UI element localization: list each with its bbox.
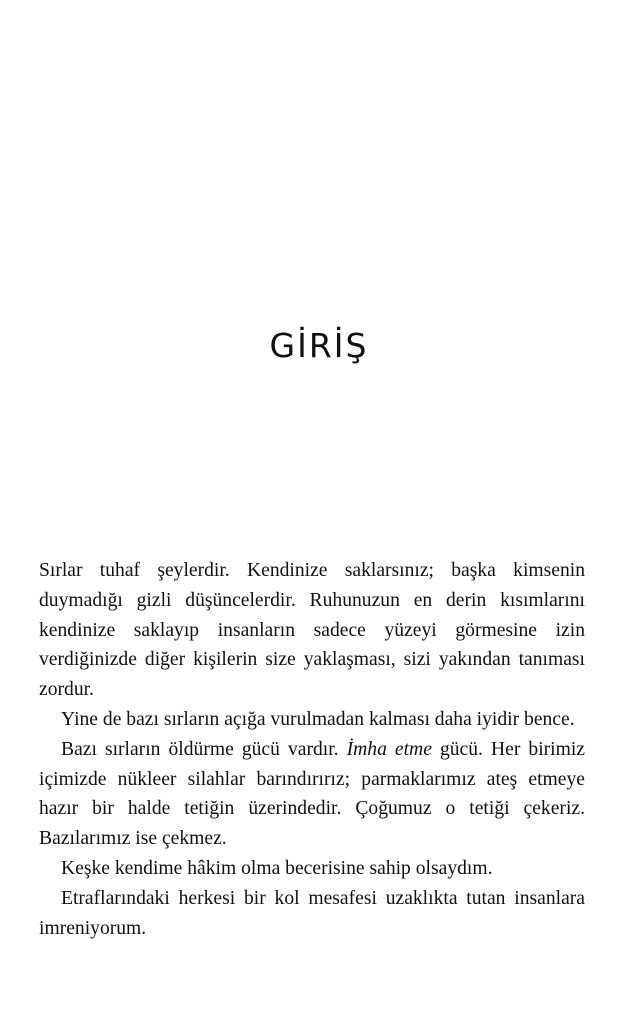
paragraph-3-before: Bazı sırların öldürme gücü vardır. <box>61 738 347 760</box>
paragraph-3-after: gücü. Her birimiz içimizde nükleer silahlar barındırırız; parmaklarımız ateş etmeye hazır bir halde tetiğin üzerindedir. Çoğumuz o tetiği çekeriz. Bazılarımız ise çekmez. <box>39 738 585 850</box>
paragraph-4: Keşke kendime hâkim olma becerisine sahip olsaydım. <box>61 857 493 879</box>
paragraph-5: Etraflarındaki herkesi bir kol mesafesi uzaklıkta tutan insanlara imreniyorum. <box>39 887 585 939</box>
paragraph-3-emphasis: İmha etme <box>346 738 432 760</box>
body-text <box>39 556 585 943</box>
paragraph-3 <box>39 735 585 854</box>
paragraph-2: Yine de bazı sırların açığa vurulmadan kalması daha iyidir bence. <box>61 708 575 730</box>
chapter-title: GİRİŞ <box>269 326 369 365</box>
paragraph-1: Sırlar tuhaf şeylerdir. Kendinize saklarsınız; başka kimsenin duymadığı gizli düşüncelerdir. Ruhunuzun en derin kısımlarını kendinize saklayıp insanların sadece yüzeyi görmesine izin verdiğinizde diğer kişilerin size yaklaşması, sizi yakından tanıması zordur. <box>39 560 585 701</box>
